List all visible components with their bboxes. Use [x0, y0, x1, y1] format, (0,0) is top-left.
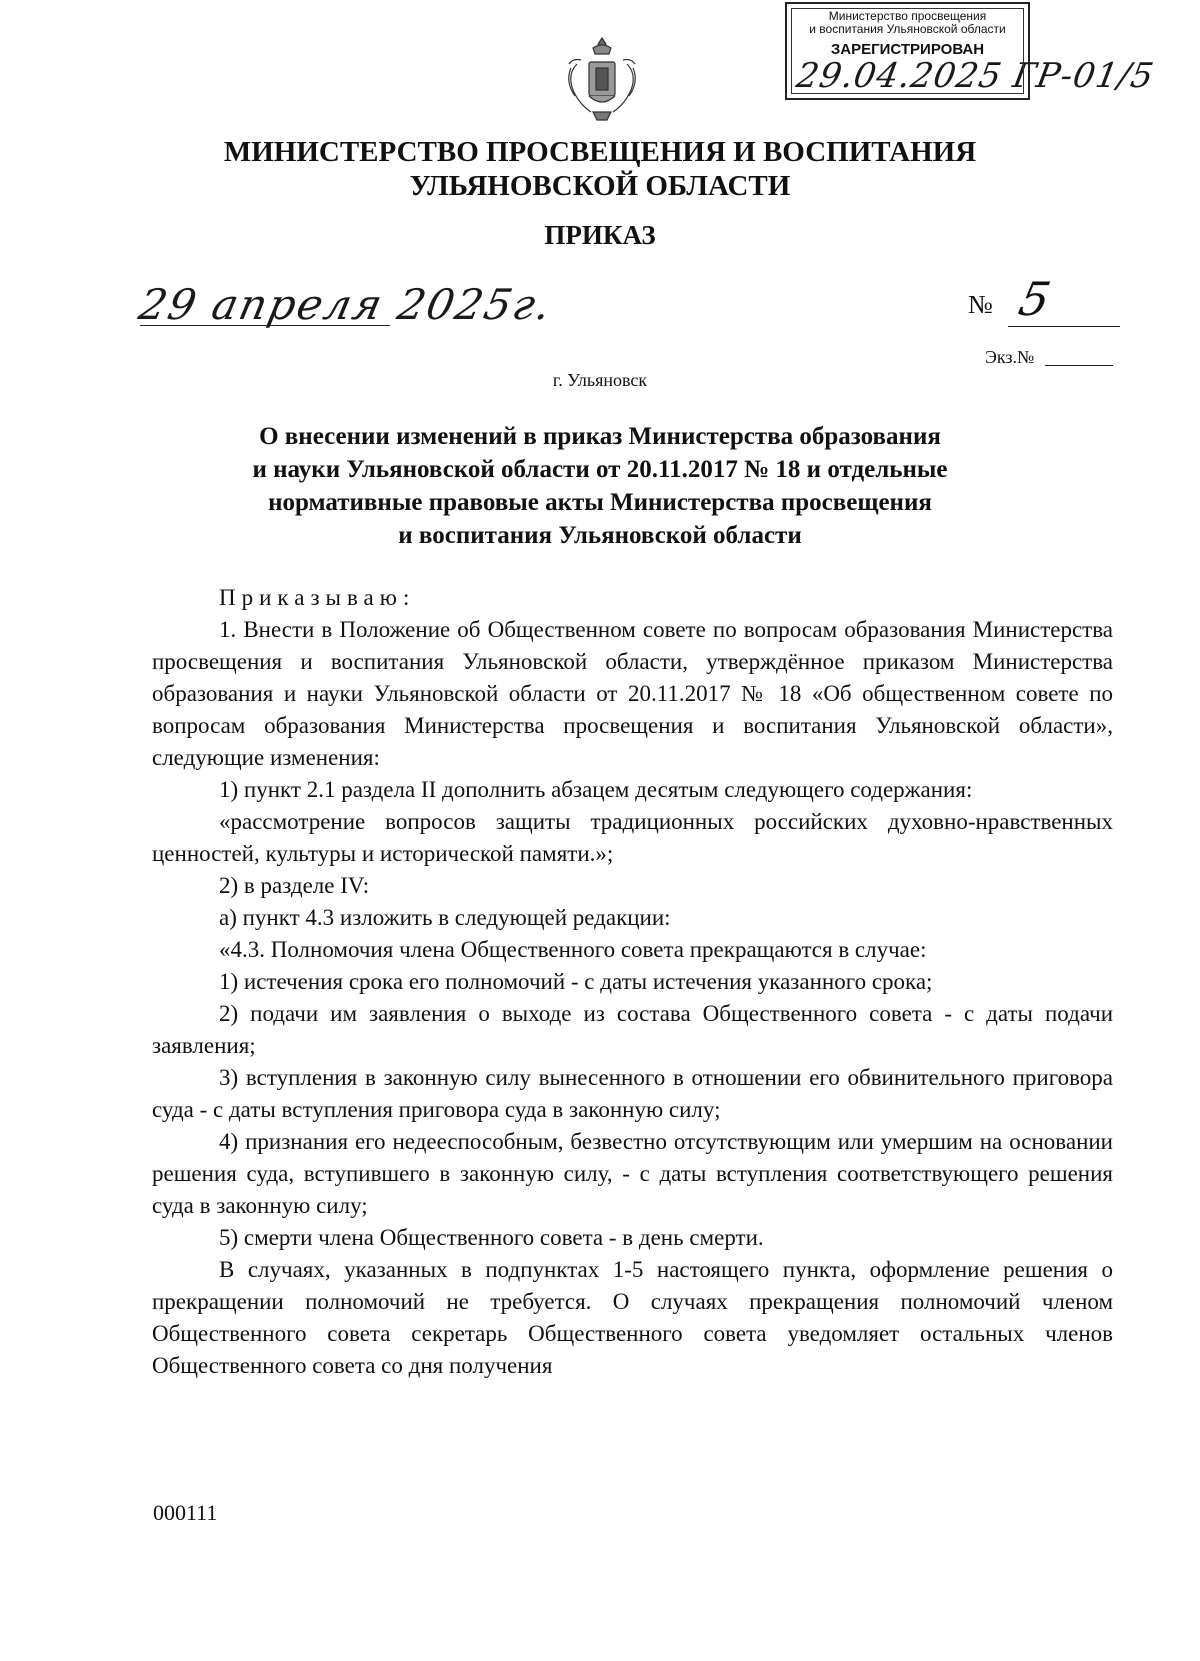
- order-date-handwritten: 29 апреля 2025г.: [134, 280, 558, 329]
- copy-number-label: Экз.№: [985, 347, 1035, 367]
- paragraph-amendment-1: 1) пункт 2.1 раздела II дополнить абзацем десятым следующего содержания:: [219, 777, 973, 802]
- date-underline: [140, 325, 390, 326]
- coat-of-arms-emblem: [563, 34, 641, 126]
- clause-item-4: 4) признания его недееспособным, безвестно отсутствующим или умершим на основании решения суда, вступившего в законную силу, - с даты вступления соответствующего решения суда в законную силу;: [152, 1129, 1113, 1218]
- paragraph-clause-4-3: «4.3. Полномочия члена Общественного совета прекращаются в случае:: [219, 937, 927, 962]
- order-number-handwritten: 5: [1014, 272, 1056, 326]
- subject-line-3: нормативные правовые акты Министерства просвещения: [268, 489, 932, 516]
- paragraph-closing: В случаях, указанных в подпунктах 1-5 настоящего пункта, оформление решения о прекращении полномочий не требуется. О случаях прекращения полномочий членом Общественного совета секретарь Общественного совета уведомляет остальных членов Общественного совета со дня получения: [152, 1257, 1113, 1378]
- paragraph-subitem-a: а) пункт 4.3 изложить в следующей редакции:: [219, 905, 671, 930]
- paragraph-quoted-text: «рассмотрение вопросов защиты традиционных российских духовно-нравственных ценностей, культуры и исторической памяти.»;: [152, 809, 1113, 866]
- copy-number-underline: [1045, 365, 1113, 366]
- order-preamble: Приказываю:: [219, 585, 416, 610]
- document-code: 000111: [153, 1500, 218, 1525]
- clause-item-5: 5) смерти члена Общественного совета - в день смерти.: [219, 1225, 764, 1250]
- subject-line-2: и науки Ульяновской области от 20.11.2017 № 18 и отдельные: [252, 456, 948, 483]
- subject-line-4: и воспитания Ульяновской области: [398, 522, 802, 549]
- registration-stamp: [785, 2, 1158, 100]
- order-body: [152, 582, 1113, 1382]
- ministry-title-line-2: УЛЬЯНОВСКОЙ ОБЛАСТИ: [409, 170, 791, 202]
- paragraph-1: 1. Внести в Положение об Общественном совете по вопросам образования Министерства просвещения и воспитания Ульяновской области, утверждённое приказом Министерства образования и науки Ульяновской области от 20.11.2017 № 18 «Об общественном совете по вопросам образования Министерства просвещения и воспитания Ульяновской области», следующие изменения:: [152, 617, 1113, 770]
- stamp-line-1: Министерство просвещения: [828, 9, 987, 23]
- stamp-registered: ЗАРЕГИСТРИРОВАН: [830, 41, 985, 58]
- stamp-handwritten-registration: 29.04.2025 ГР-01/5: [793, 56, 1158, 96]
- clause-item-3: 3) вступления в законную силу вынесенного в отношении его обвинительного приговора суда - с даты вступления приговора суда в законную силу;: [152, 1065, 1113, 1122]
- city: г. Ульяновск: [552, 370, 648, 390]
- stamp-line-2: и воспитания Ульяновской области: [809, 22, 1006, 36]
- ministry-title-line-1: МИНИСТЕРСТВО ПРОСВЕЩЕНИЯ И ВОСПИТАНИЯ: [223, 136, 977, 168]
- document-type: ПРИКАЗ: [544, 220, 656, 250]
- number-label: №: [968, 290, 993, 319]
- clause-item-2: 2) подачи им заявления о выходе из состава Общественного совета - с даты подачи заявления;: [152, 1001, 1113, 1058]
- number-underline: [1008, 326, 1120, 327]
- clause-item-1: 1) истечения срока его полномочий - с даты истечения указанного срока;: [219, 969, 933, 994]
- paragraph-amendment-2: 2) в разделе IV:: [219, 873, 370, 898]
- order-subject: [0, 420, 1200, 552]
- subject-line-1: О внесении изменений в приказ Министерства образования: [259, 423, 941, 450]
- ministry-title: [0, 135, 1200, 203]
